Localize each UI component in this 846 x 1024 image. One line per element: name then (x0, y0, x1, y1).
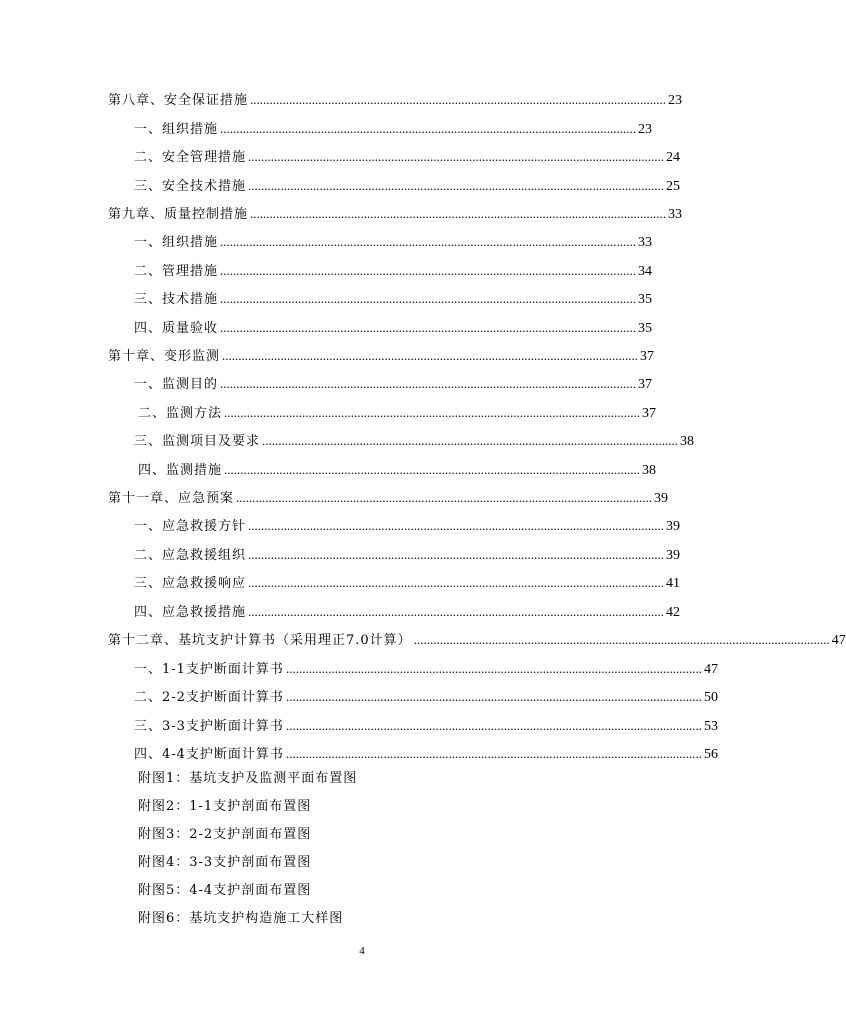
toc-entry-chapter-11[interactable] (108, 487, 669, 509)
toc-entry-page: 42 (666, 605, 681, 620)
toc-entry-title: 第九章、质量控制措施 (108, 207, 249, 222)
toc-entry-page: 33 (638, 235, 653, 250)
toc-entry-title: 四、应急救援措施 (134, 605, 247, 620)
toc-entry-title: 第十二章、基坑支护计算书（采用理正7.0计算） (108, 633, 412, 648)
toc-entry[interactable] (134, 572, 681, 594)
toc-entry[interactable] (134, 231, 653, 253)
toc-leader-dots: ................................................................................................................................ (248, 604, 665, 619)
toc-leader-dots: ................................................................................................................................ (220, 121, 637, 136)
toc-entry-page: 50 (703, 690, 718, 705)
toc-leader-dots: ................................................................................................................................ (220, 320, 637, 335)
appendix-item: 附图2：1-1支护剖面布置图 (138, 799, 312, 814)
toc-entry-title: 四、4-4支护断面计算书 (134, 747, 284, 762)
toc-entry-page: 38 (642, 463, 657, 478)
toc-entry-page: 25 (666, 179, 681, 194)
toc-entry[interactable] (138, 459, 657, 481)
toc-entry[interactable] (134, 658, 718, 680)
toc-leader-dots: ................................................................................................................................ (222, 348, 639, 363)
toc-entry[interactable] (134, 715, 718, 737)
toc-entry-title: 三、监测项目及要求 (134, 434, 261, 449)
toc-entry-page: 39 (666, 548, 681, 563)
toc-leader-dots: ................................................................................................................................ (285, 689, 702, 704)
toc-leader-dots: ................................................................................................................................ (220, 376, 637, 391)
appendix-item: 附图4：3-3支护剖面布置图 (138, 855, 312, 870)
toc-entry-page: 34 (638, 264, 653, 279)
toc-entry-title: 一、应急救援方针 (134, 519, 247, 534)
toc-leader-dots: ................................................................................................................................ (248, 149, 665, 164)
toc-leader-dots: ................................................................................................................................ (220, 291, 637, 306)
toc-entry-page: 23 (668, 93, 683, 108)
toc-entry[interactable] (138, 402, 657, 424)
toc-leader-dots: ................................................................................................................................ (285, 661, 702, 676)
toc-entry-title: 一、1-1支护断面计算书 (134, 662, 284, 677)
toc-leader-dots: ................................................................................................................................ (262, 433, 679, 448)
toc-entry-page: 35 (638, 321, 653, 336)
toc-entry[interactable] (134, 601, 681, 623)
toc-entry-page: 47 (831, 633, 846, 648)
appendix-item: 附图1：基坑支护及监测平面布置图 (138, 771, 358, 786)
toc-entry-title: 二、管理措施 (134, 264, 219, 279)
toc-entry-title: 第十一章、应急预案 (108, 491, 235, 506)
toc-entry-page: 39 (654, 491, 669, 506)
toc-entry-title: 二、安全管理措施 (134, 150, 247, 165)
toc-entry-title: 一、组织措施 (134, 235, 219, 250)
toc-entry-page: 37 (640, 349, 655, 364)
toc-entry-page: 24 (666, 150, 681, 165)
toc-leader-dots: ................................................................................................................................ (413, 632, 830, 647)
toc-leader-dots: ................................................................................................................................ (220, 263, 637, 278)
appendix-item: 附图6：基坑支护构造施工大样图 (138, 911, 344, 926)
toc-entry-page: 38 (680, 434, 695, 449)
toc-entry[interactable] (134, 373, 653, 395)
toc-entry[interactable] (134, 317, 653, 339)
toc-entry[interactable] (134, 515, 681, 537)
toc-entry[interactable] (134, 146, 681, 168)
toc-entry-page: 37 (638, 377, 653, 392)
toc-entry[interactable] (134, 544, 681, 566)
toc-entry-page: 23 (638, 122, 653, 137)
toc-entry-title: 二、应急救援组织 (134, 548, 247, 563)
toc-entry[interactable] (134, 175, 681, 197)
toc-leader-dots: ................................................................................................................................ (248, 575, 665, 590)
toc-entry-title: 一、监测目的 (134, 377, 219, 392)
toc-entry-chapter-12[interactable] (108, 629, 846, 651)
appendix-item: 附图5：4-4支护剖面布置图 (138, 883, 312, 898)
toc-entry-title: 第十章、变形监测 (108, 349, 221, 364)
toc-leader-dots: ................................................................................................................................ (285, 718, 702, 733)
toc-entry-title: 四、监测措施 (138, 463, 223, 478)
page-number: 4 (359, 945, 365, 957)
toc-entry-chapter-10[interactable] (108, 345, 655, 367)
toc-leader-dots: ................................................................................................................................ (224, 462, 641, 477)
toc-entry-title: 三、应急救援响应 (134, 576, 247, 591)
toc-entry-chapter-8[interactable] (108, 89, 683, 111)
toc-entry-page: 39 (666, 519, 681, 534)
toc-entry-title: 第八章、安全保证措施 (108, 93, 249, 108)
toc-leader-dots: ................................................................................................................................ (250, 206, 667, 221)
toc-entry-page: 33 (668, 207, 683, 222)
toc-entry[interactable] (134, 260, 653, 282)
toc-entry[interactable] (134, 118, 653, 140)
toc-leader-dots: ................................................................................................................................ (285, 746, 702, 761)
toc-entry-title: 三、3-3支护断面计算书 (134, 719, 284, 734)
toc-entry-chapter-9[interactable] (108, 203, 683, 225)
toc-leader-dots: ................................................................................................................................ (236, 490, 653, 505)
toc-entry-title: 三、安全技术措施 (134, 179, 247, 194)
toc-leader-dots: ................................................................................................................................ (250, 92, 667, 107)
toc-entry[interactable] (134, 288, 653, 310)
toc-entry[interactable] (134, 430, 695, 452)
toc-entry-page: 35 (638, 292, 653, 307)
toc-entry[interactable] (134, 743, 718, 765)
toc-entry-page: 53 (703, 719, 718, 734)
toc-entry-title: 一、组织措施 (134, 122, 219, 137)
toc-entry[interactable] (134, 686, 718, 708)
toc-entry-title: 三、技术措施 (134, 292, 219, 307)
toc-entry-page: 41 (666, 576, 681, 591)
toc-entry-title: 四、质量验收 (134, 321, 219, 336)
toc-entry-page: 47 (703, 662, 718, 677)
toc-leader-dots: ................................................................................................................................ (248, 547, 665, 562)
appendix-item: 附图3：2-2支护剖面布置图 (138, 827, 312, 842)
toc-entry-page: 37 (642, 406, 657, 421)
toc-entry-page: 56 (703, 747, 718, 762)
toc-leader-dots: ................................................................................................................................ (220, 234, 637, 249)
toc-entry-title: 二、监测方法 (138, 406, 223, 421)
toc-entry-title: 二、2-2支护断面计算书 (134, 690, 284, 705)
toc-leader-dots: ................................................................................................................................ (224, 405, 641, 420)
toc-leader-dots: ................................................................................................................................ (248, 178, 665, 193)
toc-leader-dots: ................................................................................................................................ (248, 518, 665, 533)
